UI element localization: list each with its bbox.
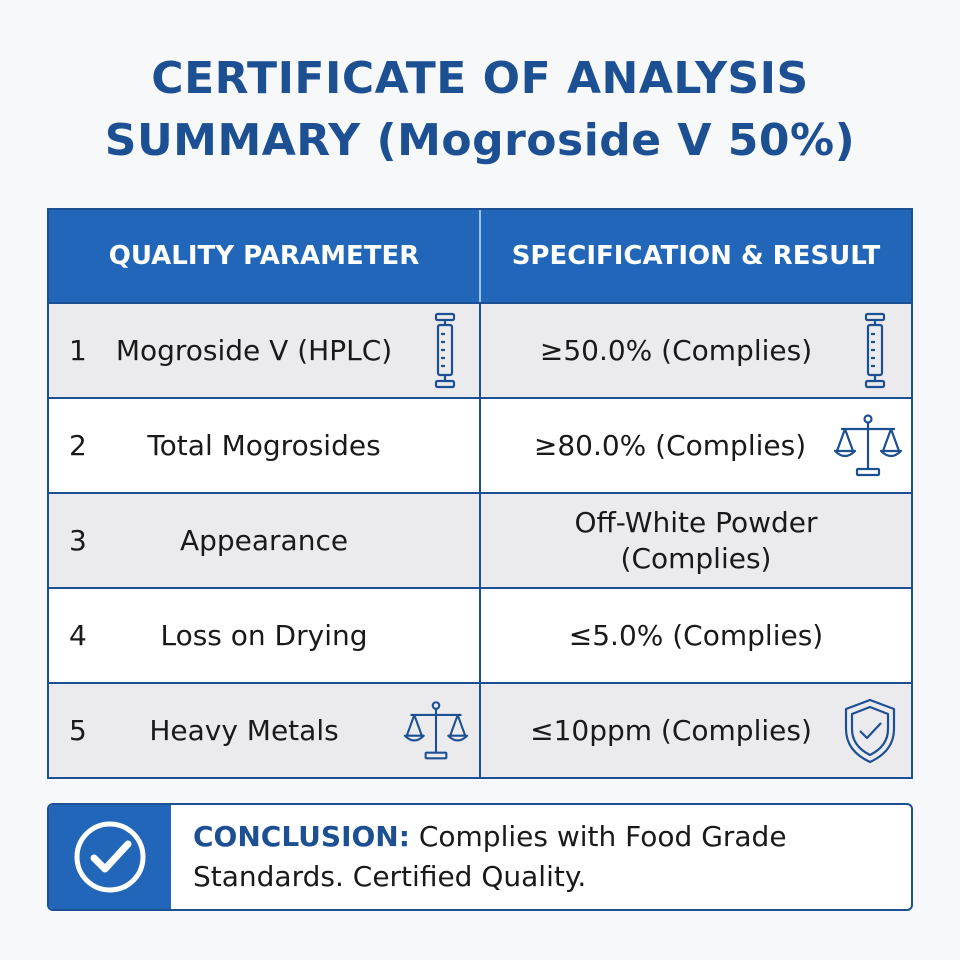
row-number: 1 <box>69 334 87 367</box>
specification-line-1: Off-White Powder <box>574 505 818 539</box>
specification-result: ≤10ppm (Complies) <box>530 713 812 747</box>
table-row <box>49 397 911 492</box>
parameter-name: Appearance <box>179 524 349 557</box>
header-specification-result: SPECIFICATION & RESULT <box>511 241 881 271</box>
conclusion-icon-panel <box>49 805 171 909</box>
shield-check-icon <box>841 697 899 765</box>
hplc-column-icon <box>431 312 459 390</box>
conclusion-text-line-1: Complies with Food Grade <box>409 820 787 853</box>
balance-scale-icon <box>833 413 903 479</box>
table-header <box>49 210 911 302</box>
row-number: 5 <box>69 714 87 747</box>
specification-result <box>501 494 891 587</box>
analysis-table <box>47 208 913 779</box>
table-row <box>49 302 911 397</box>
table-row <box>49 492 911 587</box>
balance-scale-icon <box>403 698 469 764</box>
check-circle-icon <box>70 817 150 897</box>
specification-result: ≥50.0% (Complies) <box>539 333 813 367</box>
conclusion-text-line-2: Standards. Certified Quality. <box>193 860 587 893</box>
specification-line-2: (Complies) <box>620 541 772 575</box>
page-title <box>0 48 960 172</box>
parameter-name: Total Mogrosides <box>147 429 381 462</box>
title-line-2: SUMMARY (Mogroside V 50%) <box>104 115 856 166</box>
conclusion-text <box>171 805 911 909</box>
specification-result: ≥80.0% (Complies) <box>533 428 807 462</box>
conclusion-label: CONCLUSION: <box>193 820 410 853</box>
table-body <box>49 302 911 777</box>
conclusion-box <box>47 803 913 911</box>
parameter-name: Loss on Drying <box>160 619 368 652</box>
header-quality-parameter: QUALITY PARAMETER <box>49 210 481 302</box>
specification-result: ≤5.0% (Complies) <box>568 618 824 652</box>
row-number: 4 <box>69 619 87 652</box>
row-number: 2 <box>69 429 87 462</box>
parameter-name: Mogroside V (HPLC) <box>115 334 393 367</box>
table-row <box>49 682 911 777</box>
row-number: 3 <box>69 524 87 557</box>
table-row <box>49 587 911 682</box>
title-line-1: CERTIFICATE OF ANALYSIS <box>151 53 809 104</box>
hplc-column-icon <box>861 312 889 390</box>
parameter-name: Heavy Metals <box>149 714 339 747</box>
